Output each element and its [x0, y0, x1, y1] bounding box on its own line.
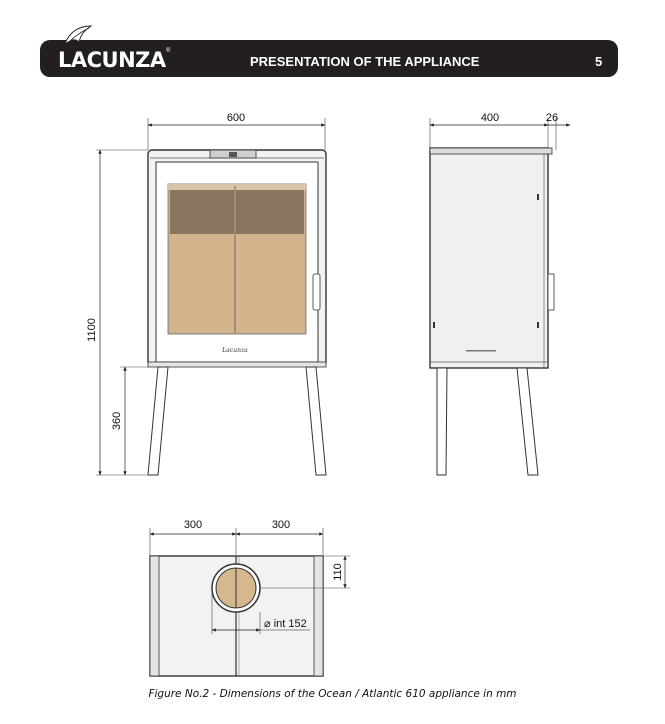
half-right-dimension-label: 300	[271, 519, 291, 531]
depth-dimension-label: 400	[480, 112, 500, 124]
registered-mark: ®	[166, 48, 171, 54]
front-view	[86, 112, 326, 475]
stove-brand-mark: Lacunza	[222, 347, 248, 354]
top-view	[150, 519, 350, 676]
flue-offset-dimension-label: 110	[332, 563, 344, 581]
leg-height-dimension-label: 360	[111, 411, 123, 431]
page-number: 5	[595, 54, 603, 69]
brand-logo: LACUNZA	[58, 48, 166, 72]
half-left-dimension-label: 300	[183, 519, 203, 531]
figure-caption: Figure No.2 - Dimensions of the Ocean / Atlantic 610 appliance in mm	[148, 688, 517, 700]
section-title: PRESENTATION OF THE APPLIANCE	[250, 54, 480, 69]
height-dimension-label: 1100	[86, 318, 98, 342]
offset-dimension-label: 26	[545, 112, 559, 124]
side-view	[430, 112, 570, 475]
width-dimension-label: 600	[226, 112, 246, 124]
flue-diameter-dimension-label: ⌀ int 152	[264, 618, 307, 630]
